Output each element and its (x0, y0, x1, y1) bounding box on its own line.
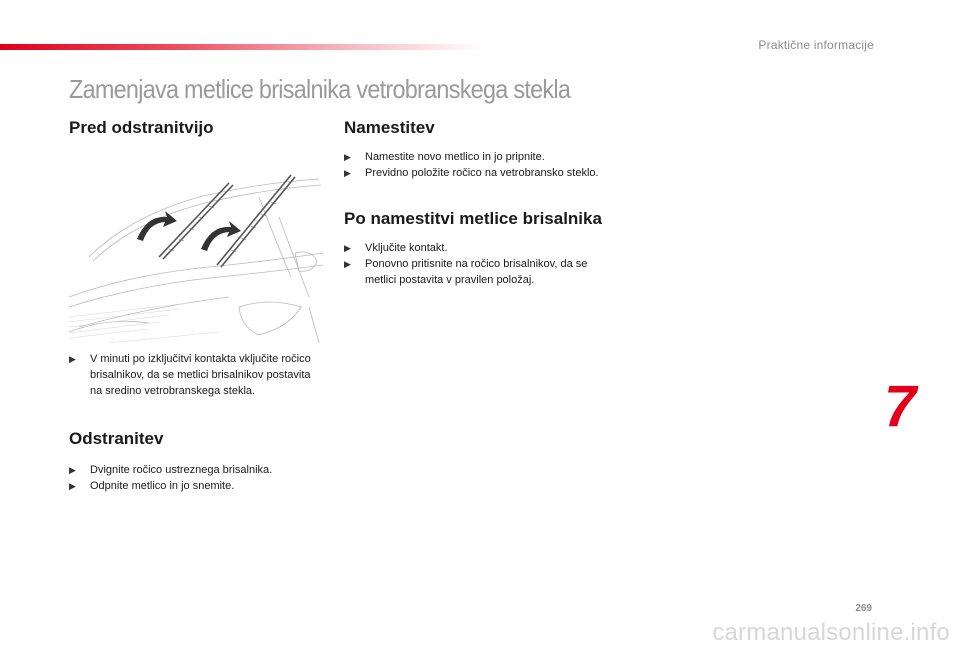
list-item: ▶︎ Odpnite metlico in jo snemite. (69, 480, 235, 492)
list-item: ▶︎ Previdno položite ročico na vetrobransko steklo. (344, 167, 599, 179)
heading-pred-odstranitvijo: Pred odstranitvijo (69, 118, 214, 137)
list-item: ▶︎ Vključite kontakt. (344, 242, 448, 254)
heading-po-namestitvi: Po namestitvi metlice brisalnika (344, 209, 602, 228)
list-item: ▶︎ Namestite novo metlico in jo pripnite. (344, 151, 545, 163)
square-arrow-bullet-icon: ▶︎ (344, 243, 351, 253)
left-column (69, 118, 324, 494)
square-arrow-bullet-icon: ▶︎ (69, 354, 76, 364)
list-item: ▶︎ V minuti po izključitvi kontakta vključite ročico brisalnikov, da se metlici brisalnikov postavita na sredino vetrobranskega stekla. (69, 353, 311, 397)
square-arrow-bullet-icon: ▶︎ (344, 168, 351, 178)
heading-namestitev: Namestitev (344, 118, 435, 137)
windscreen-wiper-illustration (69, 157, 323, 343)
bullet-list-namestitev (344, 149, 604, 181)
watermark: carmanualsonline.info (712, 619, 950, 646)
bullet-list-pred (69, 351, 324, 399)
page-title: Zamenjava metlice brisalnika vetrobranskega stekla (69, 74, 571, 104)
list-item: ▶︎ Ponovno pritisnite na ročico brisalnikov, da se metlici postavita v pravilen položaj. (344, 258, 588, 286)
bullet-list-po-namestitvi (344, 240, 604, 288)
square-arrow-bullet-icon: ▶︎ (69, 465, 76, 475)
section-header: Praktične informacije (758, 38, 874, 52)
page-number: 269 (855, 603, 872, 614)
chapter-number: 7 (884, 374, 917, 439)
right-column (344, 118, 604, 288)
bullet-list-odstranitev (69, 462, 324, 494)
square-arrow-bullet-icon: ▶︎ (344, 152, 351, 162)
top-accent-bar (0, 44, 485, 50)
heading-odstranitev: Odstranitev (69, 429, 164, 448)
square-arrow-bullet-icon: ▶︎ (344, 259, 351, 269)
list-item: ▶︎ Dvignite ročico ustreznega brisalnika. (69, 464, 273, 476)
square-arrow-bullet-icon: ▶︎ (69, 481, 76, 491)
